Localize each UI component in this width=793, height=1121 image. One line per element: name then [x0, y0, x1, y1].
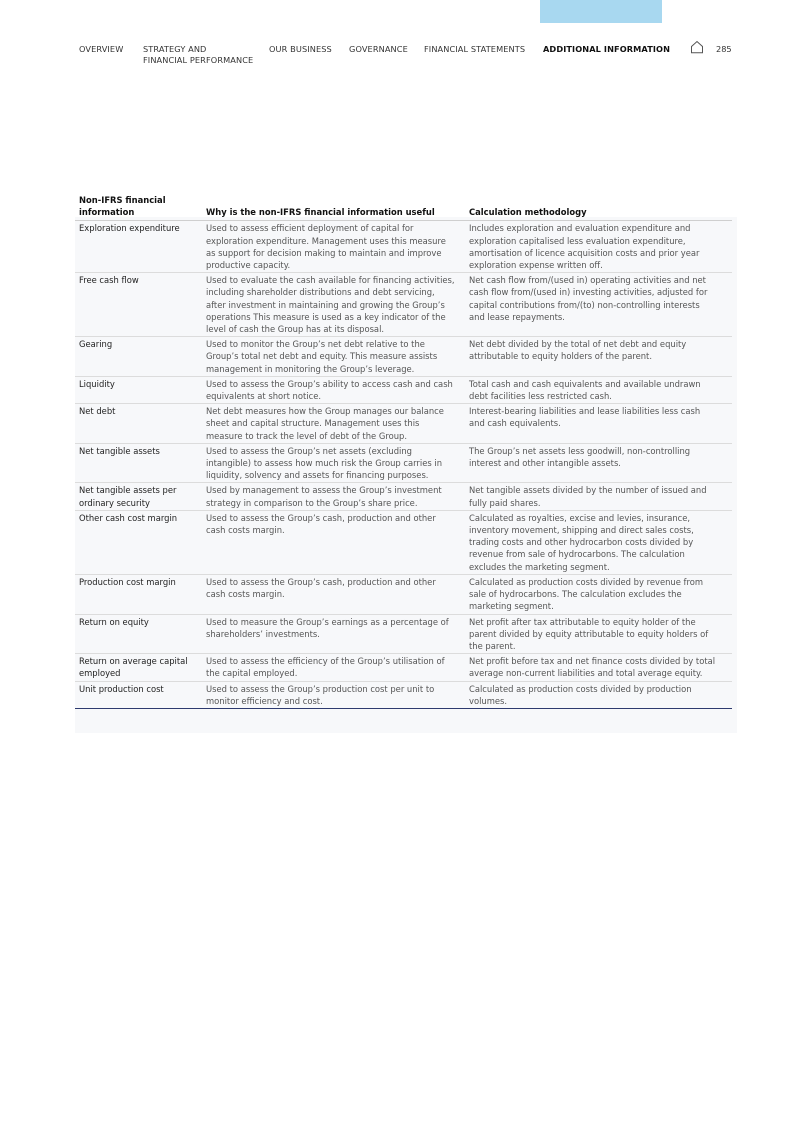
row-label: Exploration expenditure — [79, 223, 180, 234]
row-method: Calculated as production costs divided by revenue from sale of hydrocarbons. The calculation excludes the marketing segment. — [469, 576, 704, 612]
header-col-method: Calculation methodology — [469, 207, 587, 218]
row-why: Used to assess the Group’s ability to access cash and cash equivalents at short notice. — [206, 378, 453, 402]
table-header-row — [75, 193, 732, 221]
row-label: Liquidity — [79, 378, 115, 389]
table-row — [75, 404, 732, 444]
row-method: Interest-bearing liabilities and lease liabilities less cash and cash equivalents. — [469, 406, 701, 429]
section-tab-marker — [540, 0, 662, 23]
row-label: Gearing — [79, 339, 113, 350]
row-label: Net tangible assets — [79, 445, 160, 456]
table-row — [75, 444, 732, 484]
table-row — [75, 654, 732, 681]
table-row — [75, 511, 732, 575]
row-why: Used to assess the efficiency of the Group’s utilisation of the capital employed. — [206, 656, 445, 679]
row-method: Calculated as production costs divided by production volumes. — [469, 683, 692, 706]
row-why: Used to assess the Group’s cash, production and other cash costs margin. — [206, 512, 436, 536]
table-row — [75, 273, 732, 337]
row-method: Net profit after tax attributable to equity holder of the parent divided by equity attributable to equity holders of the parent. — [469, 616, 709, 651]
table-row — [75, 615, 732, 655]
nav-overview[interactable]: OVERVIEW — [79, 44, 124, 54]
row-method: Net tangible assets divided by the number of issued and fully paid shares. — [469, 485, 707, 508]
table-row — [75, 483, 732, 510]
table-row — [75, 337, 732, 377]
row-label: Net debt — [79, 406, 116, 417]
table-row — [75, 377, 732, 404]
nav-financial-statements[interactable]: FINANCIAL STATEMENTS — [424, 44, 526, 54]
row-why: Used by management to assess the Group’s investment strategy in comparison to the Group’s share price. — [206, 485, 442, 508]
row-label: Return on average capital employed — [79, 656, 188, 679]
row-method: Net profit before tax and net finance costs divided by total average non-current liabilities and total average equity. — [469, 656, 716, 679]
row-method: Total cash and cash equivalents and available undrawn debt facilities less restricted cash. — [469, 378, 701, 402]
row-method: Net cash flow from/(used in) operating activities and net cash flow from/(used in) investing activities, adjusted for capital contributions from/(to) non-controlling interests and lease repayments. — [469, 275, 708, 322]
row-label: Other cash cost margin — [79, 512, 178, 523]
row-method: Net debt divided by the total of net debt and equity attributable to equity holders of the parent. — [469, 339, 687, 362]
nav-additional-information[interactable]: ADDITIONAL INFORMATION — [543, 44, 671, 54]
row-method: The Group’s net assets less goodwill, non-controlling interest and other intangible assets. — [469, 445, 691, 469]
row-why: Used to assess the Group’s net assets (excluding intangible) to assess how much risk the Group carries in liquidity, solvency and assets for financing purposes. — [206, 445, 443, 481]
row-method: Includes exploration and evaluation expenditure and exploration capitalised less evaluation expenditure, amortisation of licence acquisition costs and prior year exploration expense written off. — [469, 223, 700, 271]
table-row — [75, 575, 732, 615]
row-label: Unit production cost — [79, 683, 164, 694]
row-label: Net tangible assets per ordinary security — [79, 485, 177, 508]
row-why: Used to assess the Group’s cash, production and other cash costs margin. — [206, 576, 436, 600]
row-why: Used to assess the Group’s production cost per unit to monitor efficiency and cost. — [206, 683, 435, 706]
header-col-why: Why is the non-IFRS financial information useful — [206, 207, 435, 218]
non-ifrs-table — [75, 193, 732, 709]
top-navigation — [0, 44, 793, 74]
row-why: Used to assess efficient deployment of capital for exploration expenditure. Management uses this measure as support for decision making to maintain and improve productive capacity. — [206, 223, 446, 271]
row-why: Used to monitor the Group’s net debt relative to the Group’s total net debt and equity. This measure assists management in monitoring the Group’s leverage. — [206, 339, 438, 374]
nav-strategy[interactable]: STRATEGY AND FINANCIAL PERFORMANCE — [143, 44, 254, 65]
header-col-name: Non-IFRS financial information — [79, 195, 166, 218]
table-row — [75, 682, 732, 709]
home-icon[interactable] — [690, 40, 704, 54]
row-label: Production cost margin — [79, 576, 176, 587]
table-row — [75, 221, 732, 273]
row-why: Net debt measures how the Group manages our balance sheet and capital structure. Management uses this measure to track the level of debt of the Group. — [206, 406, 444, 441]
row-why: Used to measure the Group’s earnings as a percentage of shareholders’ investments. — [206, 616, 449, 639]
row-why: Used to evaluate the cash available for financing activities, including shareholder distributions and debt servicing, after investment in maintaining and growing the Group’s operations This measure is used as a key indicator of the level of cash the Group has at its disposal. — [206, 275, 455, 335]
row-label: Return on equity — [79, 616, 149, 627]
row-label: Free cash flow — [79, 275, 139, 286]
page-number: 285 — [716, 44, 732, 54]
row-method: Calculated as royalties, excise and levies, insurance, inventory movement, shipping and direct sales costs, trading costs and other hydrocarbon costs divided by revenue from sale of hydrocarbons. The calculation excludes the marketing segment. — [469, 512, 694, 572]
nav-governance[interactable]: GOVERNANCE — [349, 44, 408, 54]
nav-our-business[interactable]: OUR BUSINESS — [269, 44, 332, 54]
